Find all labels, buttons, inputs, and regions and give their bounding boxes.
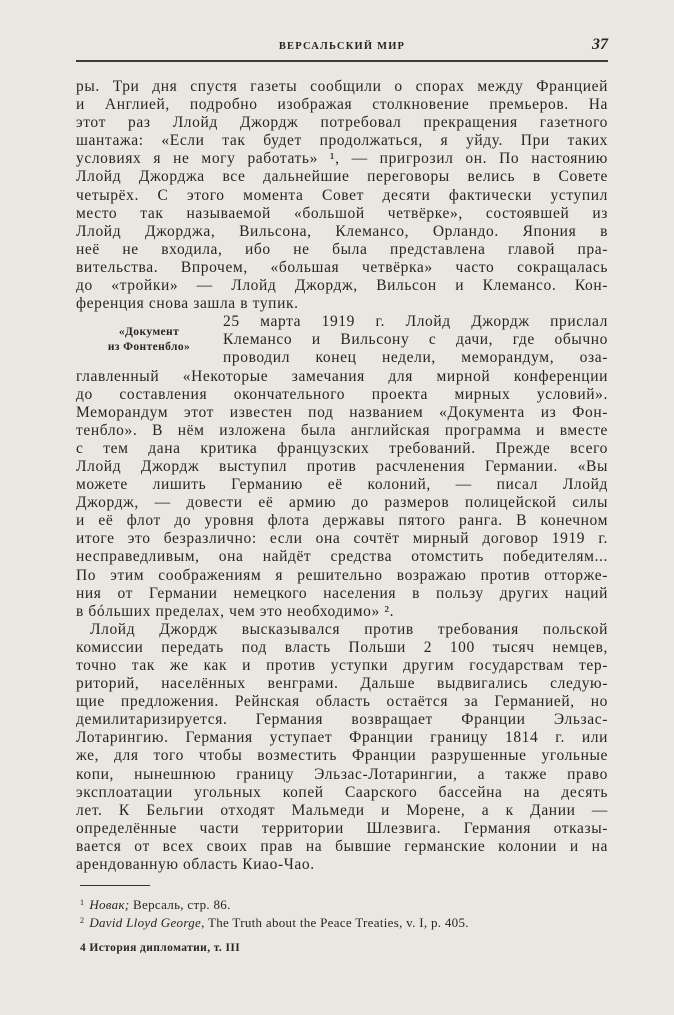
margin-note-line: «Документ [118,326,180,338]
text-line: Ллойд Джорджа все дальнейшие переговоры велись в Совете [76,168,608,186]
text-line: эксплоатации угольных копей Саарского бассейна на десять [76,783,608,801]
text-line: Лотарингию. Германия уступает Франции границу 1814 г. или [76,729,608,747]
body-text [76,78,608,874]
header-rule [76,60,608,62]
text-line: этот раз Ллойд Джордж потребовал прекращения газетного [76,114,608,132]
text-line: ференция снова зашла в тупик. [76,295,299,313]
text-line: главленный «Некоторые замечания для мирной конференции [76,367,608,385]
text-line: до составления окончательного проекта мирных условий». [76,385,608,403]
signature-line: 4 История дипломатии, т. III [80,942,241,954]
text-line: и Англией, подробно изображая столкновение премьеров. На [76,96,608,114]
text-line: вительства. Впрочем, «большая четвёрка» часто сокращалась [76,258,608,276]
text-line: Клемансо и Вильсону с дачи, где обычно [223,331,608,349]
text-line: Ллойд Джорджа, Вильсона, Клемансо, Орландо. Япония в [76,222,608,240]
footnote-mark: 2 [80,916,85,925]
footnote-author: David Lloyd George, [89,915,205,930]
running-header-title: ВЕРСАЛЬСКИЙ МИР [278,41,406,52]
text-line: и её флот до уровня флота державы пятого ранга. В конечном [76,512,608,530]
text-line: в бóльших пределах, чем это необходимо» ². [76,602,395,620]
text-line: неё не входила, ибо не была представлена главой пра- [76,240,608,258]
footnote-rule [80,885,150,886]
text-line: же, для того чтобы возместить Франции разрушенные угольные [76,747,608,765]
text-line: риторий, населённых венграми. Дальше выдвигались следую- [76,675,608,693]
text-line: до «тройки» — Ллойд Джордж, Вильсон и Клемансо. Кон- [76,277,608,295]
text-line: итоге это безразлично: если она сочтёт мирный договор 1919 г. [76,530,608,548]
footnote-1 [80,897,231,913]
text-line: арендованную область Киао-Чао. [76,856,315,874]
text-line: лет. К Бельгии отходят Мальмеди и Морене, а к Дании — [76,801,608,819]
text-line: определённые части территории Шлезвига. Германия отказы- [76,819,608,837]
footnote-2 [80,915,469,931]
text-line: четырёх. С этого момента Совет десяти фактически уступил [76,186,608,204]
text-line: вается от всех своих прав на бывшие германские колонии и на [76,837,608,855]
text-line: можете лишить Германию её колоний, — писал Ллойд [76,476,608,494]
text-line: с тем дана критика французских требований. Прежде всего [76,439,608,457]
text-line: Ллойд Джордж высказывался против требования польской [90,620,608,638]
text-line: Джордж, — довести её армию до размеров полицейской силы [76,494,608,512]
text-line: шантажа: «Если так будет продолжаться, я уйду. При таких [76,132,608,150]
text-line: По этим соображениям я решительно возражаю против отторже- [76,566,608,584]
page-number: 37 [592,36,608,53]
text-line: щие предложения. Рейнская область остаётся за Германией, но [76,693,608,711]
text-line: место так называемой «большой четвёрке», состоявшей из [76,204,608,222]
footnote-mark: 1 [80,898,85,907]
footnote-text: The Truth about the Peace Treaties, v. I, p. 405. [207,915,469,930]
text-line: условиях я не могу работать» ¹, — пригрозил он. По настоянию [76,150,608,168]
text-line: ния от Германии немецкого населения в пользу других наций [76,584,608,602]
text-line: демилитаризируется. Германия возвращает Франции Эльзас- [76,711,608,729]
text-line: Меморандум этот известен под названием «Документа из Фон- [76,403,608,421]
footnote-text: Версаль, стр. 86. [133,897,231,912]
text-line: ры. Три дня спустя газеты сообщили о спорах между Францией [76,78,608,95]
text-line: комиссии передать под власть Польши 2 100 тысяч немцев, [76,638,608,656]
text-line: Ллойд Джордж выступил против расчленения Германии. «Вы [76,457,608,475]
text-line: тенбло». В нём изложена была английская программа и вместе [76,421,608,439]
margin-note-line: из Фонтенбло» [107,341,191,353]
text-line: несправедливым, она найдёт средства отомстить победителям... [76,548,608,566]
running-header [76,36,608,56]
text-line: точно так же как и против уступки другим государствам тер- [76,657,608,674]
text-line: копи, нынешнюю границу Эльзас-Лотарингии, а также право [76,765,608,783]
text-line: проводил конец недели, меморандум, оза- [223,349,608,367]
text-line: 25 марта 1919 г. Ллойд Джордж прислал [223,313,608,331]
footnote-author: Новак; [89,897,130,912]
